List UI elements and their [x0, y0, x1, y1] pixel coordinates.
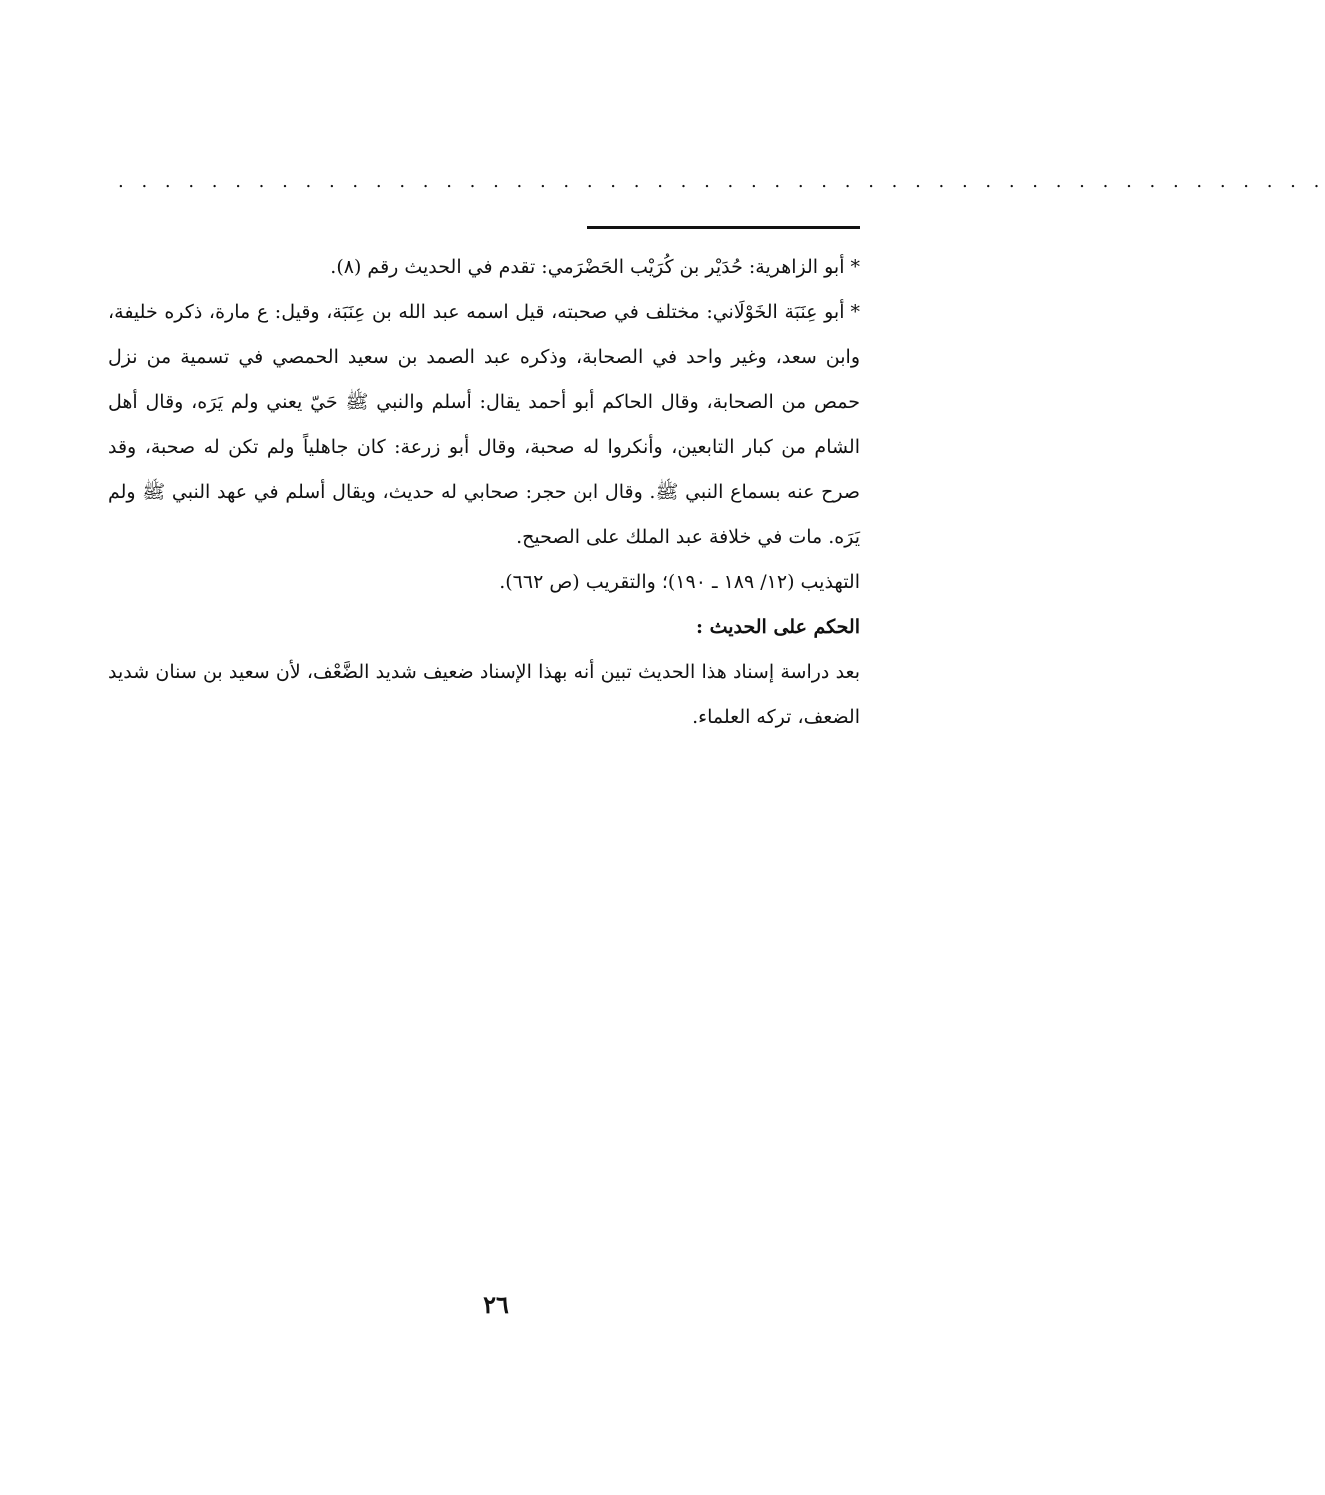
ruling-paragraph: بعد دراسة إسناد هذا الحديث تبين أنه بهذا الإسناد ضعيف شديد الضَّعْف، لأن سعيد بن سنان شديد الضعف، تركه العلماء.	[108, 661, 860, 728]
page-body	[108, 245, 860, 740]
source-reference: التهذيب (١٢/ ١٨٩ ـ ١٩٠)؛ والتقريب (ص ٦٦٢).	[499, 571, 860, 593]
asterisk-marker: *	[850, 256, 860, 278]
footnote-rule	[587, 226, 860, 229]
narrator-entry-abu-al-zahiriya	[108, 245, 860, 290]
page-number: ٢٦	[483, 1290, 509, 1319]
narrator-entry-abu-inaba	[108, 290, 860, 560]
asterisk-marker: *	[850, 301, 860, 323]
dotted-separator: . . . . . . . . . . . . . . . . . . . . . . . . . . . . . . . . . . . . . . . . . . . . . . . . . . . .	[118, 171, 1325, 192]
entry-text: أبو عِنَبَة الخَوْلَاني: مختلف في صحبته، قيل اسمه عبد الله بن عِنَبَة، وقيل: ع مارة، ذكره خليفة، وابن سعد، وغير واحد في الصحابة، وذكره عبد الصمد بن سعيد الحمصي في تسمية من نزل حمص من الصحابة، وقال الحاكم أبو أحمد يقال: أسلم والنبي ﷺ حَيّ يعني ولم يَرَه، وقال أهل الشام من كبار التابعين، وأنكروا له صحبة، وقال أبو زرعة: كان جاهلياً ولم تكن له صحبة، وقد صرح عنه بسماع النبي ﷺ. وقال ابن حجر: صحابي له حديث، ويقال أسلم في عهد النبي ﷺ ولم يَرَه. مات في خلافة عبد الملك على الصحيح.	[108, 301, 860, 548]
section-heading: الحكم على الحديث :	[695, 616, 860, 638]
entry-text: أبو الزاهرية: حُدَيْر بن كُرَيْب الحَضْرَمي: تقدم في الحديث رقم (٨).	[330, 256, 845, 278]
